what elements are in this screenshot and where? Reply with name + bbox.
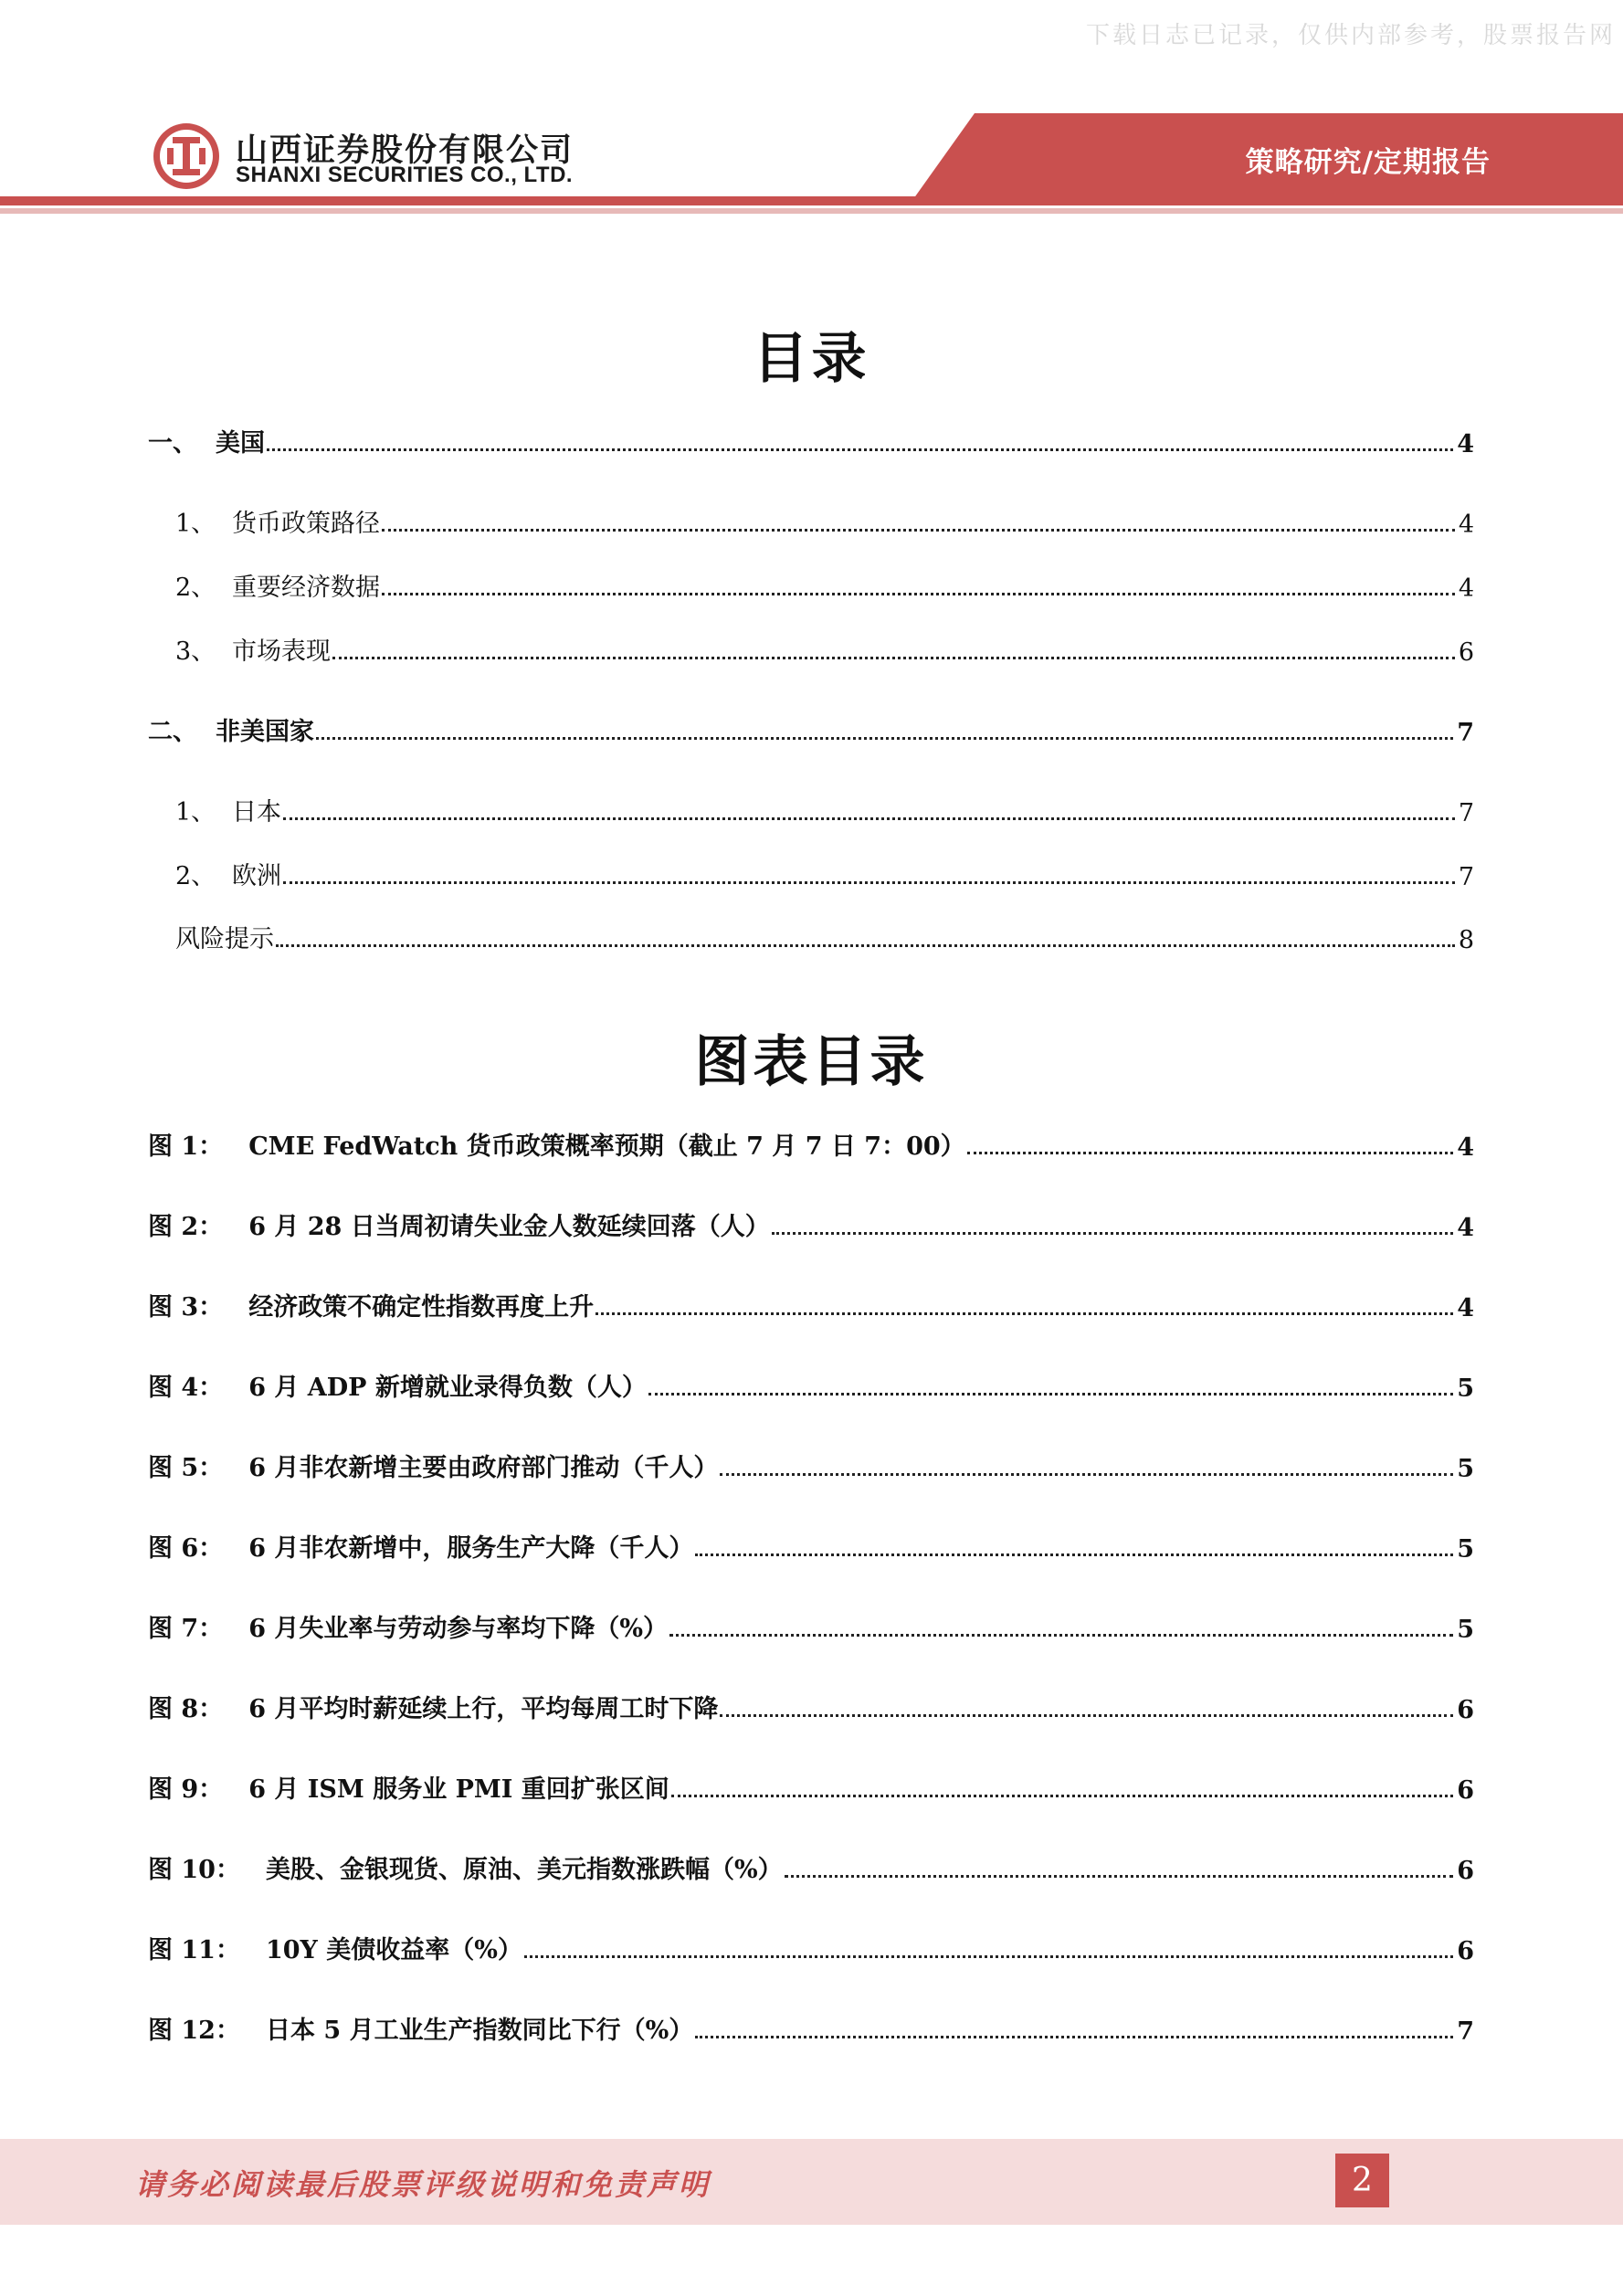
toc-entry[interactable] xyxy=(148,918,1474,954)
watermark-text: 下载日志已记录，仅供内部参考，股票报告网 xyxy=(1085,22,1616,49)
toc-entry-text: 6 月非农新增中，服务生产大降（千人） xyxy=(248,1534,694,1563)
toc-entry-page: 4 xyxy=(1458,574,1474,603)
company-name-en: SHANXI SECURITIES CO., LTD. xyxy=(236,163,574,187)
toc-entry-page: 8 xyxy=(1458,926,1474,954)
toc-entry-text: 10Y 美债收益率（%） xyxy=(265,1936,522,1964)
toc-dot-leader xyxy=(772,1232,1453,1235)
header-band-light xyxy=(0,208,1623,214)
toc-entry[interactable] xyxy=(148,855,1474,891)
toc-entry-page: 4 xyxy=(1457,1133,1474,1162)
toc-entry-text: 货币政策路径 xyxy=(232,510,380,538)
toc-dot-leader xyxy=(267,448,1453,451)
toc-entry-text: 重要经济数据 xyxy=(232,574,380,602)
toc-entry-page: 7 xyxy=(1458,863,1474,891)
toc-entry[interactable] xyxy=(148,566,1474,603)
toc-entry-page: 6 xyxy=(1458,638,1474,667)
toc-entry[interactable] xyxy=(148,422,1474,458)
toc-entry-text: 美股、金银现货、原油、美元指数涨跌幅（%） xyxy=(265,1856,783,1884)
toc-entry[interactable] xyxy=(148,1929,1474,1965)
toc-dot-leader xyxy=(524,1955,1453,1958)
toc-entry[interactable] xyxy=(148,630,1474,667)
toc-entry-number: 图 9： xyxy=(148,1775,224,1804)
toc-entry-page: 5 xyxy=(1457,1616,1474,1644)
toc-entry-page: 4 xyxy=(1458,511,1474,539)
toc-entry-number: 一、 xyxy=(148,429,197,458)
toc-entry-text: 非美国家 xyxy=(216,718,314,746)
footer-disclaimer: 请务必阅读最后股票评级说明和免责声明 xyxy=(135,2167,711,2202)
toc-dot-leader xyxy=(720,1473,1453,1476)
toc-entry-number: 图 4： xyxy=(148,1374,224,1402)
company-logo-icon xyxy=(151,121,222,192)
toc-entry-text: 6 月 28 日当周初请失业金人数延续回落（人） xyxy=(248,1213,770,1241)
toc-dot-leader xyxy=(785,1875,1454,1878)
toc-dot-leader xyxy=(595,1312,1453,1315)
page-number: 2 xyxy=(1335,2154,1389,2207)
toc-entry-number: 图 10： xyxy=(148,1856,240,1884)
toc-entry-page: 6 xyxy=(1457,1937,1474,1965)
toc-entry-page: 4 xyxy=(1457,1294,1474,1322)
toc-entry-text: 6 月非农新增主要由政府部门推动（千人） xyxy=(248,1454,719,1482)
toc-entry-number: 图 2： xyxy=(148,1213,224,1241)
toc-entry-number: 图 8： xyxy=(148,1695,224,1723)
toc-dot-leader xyxy=(382,529,1455,532)
toc-entry-page: 7 xyxy=(1457,719,1474,747)
toc-entry-text: 市场表现 xyxy=(232,637,331,666)
toc-entry-number: 3、 xyxy=(175,637,216,666)
toc-entry-number: 图 1： xyxy=(148,1132,224,1161)
toc-entry-text: 6 月 ISM 服务业 PMI 重回扩张区间 xyxy=(248,1775,669,1804)
toc-entry-page: 6 xyxy=(1457,1696,1474,1724)
toc-dot-leader xyxy=(695,1553,1453,1556)
toc-dot-leader xyxy=(316,737,1453,740)
toc-entry-text: 6 月失业率与劳动参与率均下降（%） xyxy=(248,1615,669,1643)
toc-entry[interactable] xyxy=(148,1768,1474,1805)
toc-entry-page: 7 xyxy=(1457,2017,1474,2046)
toc-entry[interactable] xyxy=(148,1206,1474,1242)
toc-entry-text: 6 月 ADP 新增就业录得负数（人） xyxy=(248,1374,647,1402)
toc-entry[interactable] xyxy=(148,1607,1474,1644)
toc-entry[interactable] xyxy=(148,1688,1474,1724)
toc-entry[interactable] xyxy=(148,711,1474,747)
toc-dot-leader xyxy=(669,1634,1453,1637)
toc-entry-text: 日本 xyxy=(232,798,281,827)
figures-title: 图表目录 xyxy=(694,1030,929,1094)
toc-dot-leader xyxy=(332,657,1455,659)
toc-dot-leader xyxy=(382,593,1455,595)
toc-dot-leader xyxy=(695,2036,1453,2038)
toc-entry-number: 1、 xyxy=(175,510,216,538)
toc-dot-leader xyxy=(276,944,1455,947)
toc-entry-number: 二、 xyxy=(148,718,197,746)
toc-entry-text: 美国 xyxy=(216,429,265,458)
toc-dot-leader xyxy=(967,1152,1454,1154)
toc-entry[interactable] xyxy=(148,1848,1474,1885)
toc-entry-text: 6 月平均时薪延续上行，平均每周工时下降 xyxy=(248,1695,719,1723)
toc-entry-number: 图 7： xyxy=(148,1615,224,1643)
toc-entry[interactable] xyxy=(148,2009,1474,2046)
toc-entry[interactable] xyxy=(148,502,1474,539)
toc-entry[interactable] xyxy=(148,1366,1474,1403)
toc-entry-page: 4 xyxy=(1457,1214,1474,1242)
report-type-label: 策略研究/定期报告 xyxy=(1245,146,1491,179)
toc-entry-number: 2、 xyxy=(175,574,216,602)
toc-entry[interactable] xyxy=(148,1447,1474,1483)
toc-entry-number: 图 12： xyxy=(148,2017,240,2045)
toc-entry-text: 经济政策不确定性指数再度上升 xyxy=(248,1293,595,1322)
toc-entry-number: 图 5： xyxy=(148,1454,224,1482)
toc-entry-page: 6 xyxy=(1457,1857,1474,1885)
toc-dot-leader xyxy=(648,1393,1453,1396)
toc-entry[interactable] xyxy=(148,1125,1474,1162)
toc-entry-page: 6 xyxy=(1457,1776,1474,1805)
toc-entry-number: 2、 xyxy=(175,862,216,890)
toc-entry-number: 图 11： xyxy=(148,1936,240,1964)
toc-entry-number: 1、 xyxy=(175,798,216,827)
toc-dot-leader xyxy=(283,817,1455,820)
toc-entry-page: 7 xyxy=(1458,799,1474,827)
toc-dot-leader xyxy=(720,1714,1453,1717)
toc-title: 目录 xyxy=(753,327,870,391)
toc-entry-page: 5 xyxy=(1457,1455,1474,1483)
toc-entry-page: 4 xyxy=(1457,430,1474,458)
header-band xyxy=(0,196,1623,205)
toc-entry-text: CME FedWatch 货币政策概率预期（截止 7 月 7 日 7：00） xyxy=(248,1132,965,1161)
toc-entry[interactable] xyxy=(148,1527,1474,1564)
company-name-cn: 山西证券股份有限公司 xyxy=(236,132,574,169)
toc-dot-leader xyxy=(671,1795,1453,1797)
toc-entry-number: 图 6： xyxy=(148,1534,224,1563)
toc-entry-page: 5 xyxy=(1457,1535,1474,1564)
toc-dot-leader xyxy=(283,881,1455,884)
toc-entry[interactable] xyxy=(148,1286,1474,1322)
toc-entry-text: 日本 5 月工业生产指数同比下行（%） xyxy=(265,2017,694,2045)
toc-entry-number: 图 3： xyxy=(148,1293,224,1322)
toc-entry-text: 欧洲 xyxy=(232,862,281,890)
toc-entry-text: 风险提示 xyxy=(175,925,274,953)
toc-entry-page: 5 xyxy=(1457,1374,1474,1403)
toc-entry[interactable] xyxy=(148,791,1474,827)
